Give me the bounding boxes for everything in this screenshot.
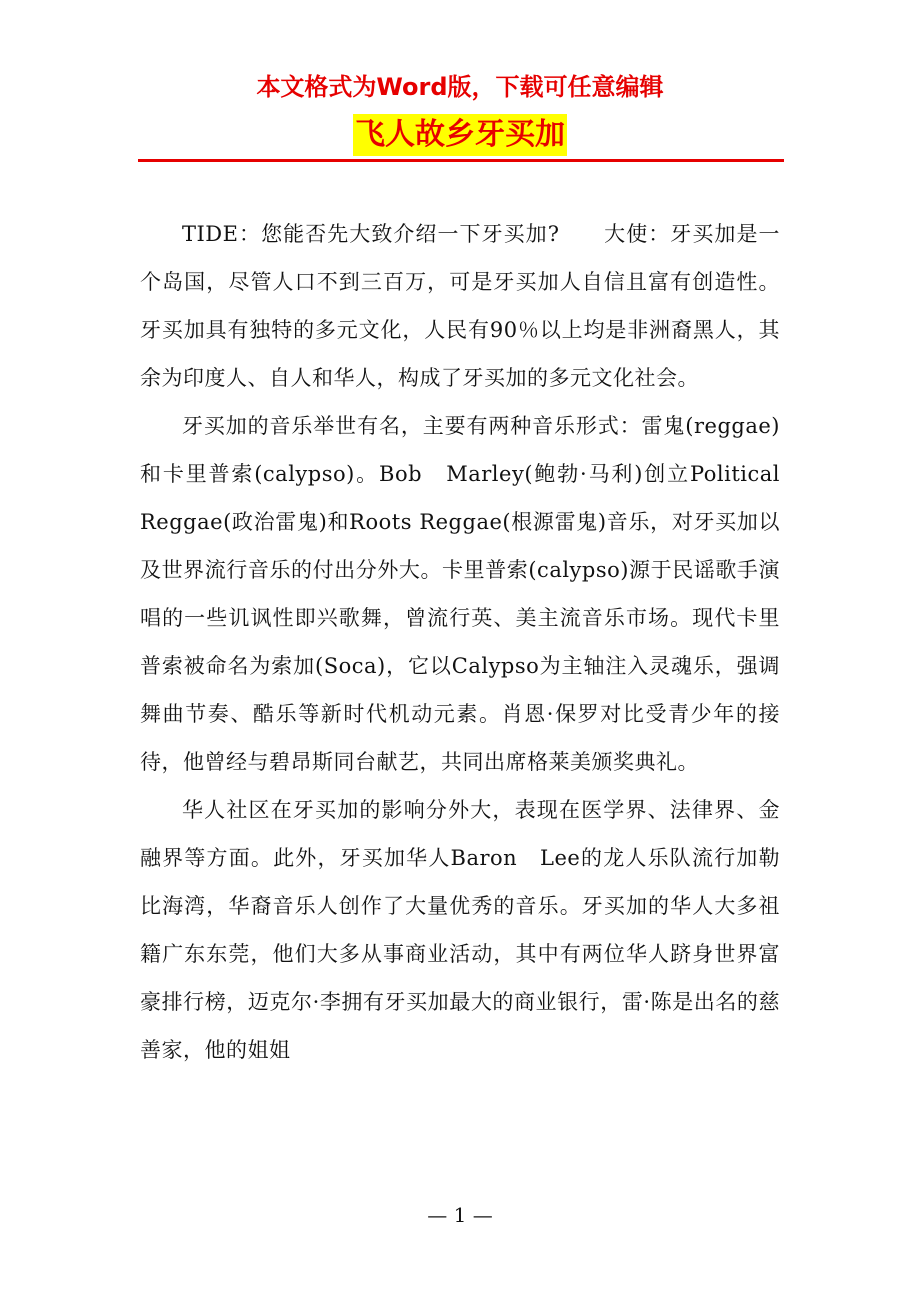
page-number: — 1 — bbox=[427, 1203, 493, 1227]
paragraph-intro: TIDE：您能否先大致介绍一下牙买加? 大使：牙买加是一个岛国，尽管人口不到三百万，可是牙买加人自信且富有创造性。牙买加具有独特的多元文化，人民有90％以上均是非洲裔黑人，其余为印度人、自人和华人，构成了牙买加的多元文化社会。 bbox=[140, 222, 780, 390]
document-title: 飞人故乡牙买加 bbox=[353, 114, 567, 156]
title-divider bbox=[138, 159, 784, 162]
paragraph-chinese-community: 华人社区在牙买加的影响分外大，表现在医学界、法律界、金融界等方面。此外，牙买加华人Baron Lee的龙人乐队流行加勒比海湾，华裔音乐人创作了大量优秀的音乐。牙买加的华人大多祖籍广东东莞，他们大多从事商业活动，其中有两位华人跻身世界富豪排行榜，迈克尔·李拥有牙买加最大的商业银行，雷·陈是出名的慈善家，他的姐姐 bbox=[140, 798, 780, 1062]
paragraph-music: 牙买加的音乐举世有名，主要有两种音乐形式：雷鬼(reggae)和卡里普索(calypso)。Bob Marley(鲍勃·马利)创立Political Reggae(政治雷鬼)和Roots Reggae(根源雷鬼)音乐，对牙买加以及世界流行音乐的付出分外大。卡里普索(calypso)源于民谣歌手演唱的一些讥讽性即兴歌舞，曾流行英、美主流音乐市场。现代卡里普索被命名为索加(Soca)，它以Calypso为主轴注入灵魂乐，强调舞曲节奏、酷乐等新时代机动元素。肖恩·保罗对比受青少年的接待，他曾经与碧昂斯同台献艺，共同出席格莱美颁奖典礼。 bbox=[140, 414, 780, 774]
document-banner: 本文格式为Word版，下载可任意编辑 bbox=[256, 73, 664, 101]
document-body bbox=[140, 210, 780, 1074]
title-container bbox=[0, 114, 920, 156]
